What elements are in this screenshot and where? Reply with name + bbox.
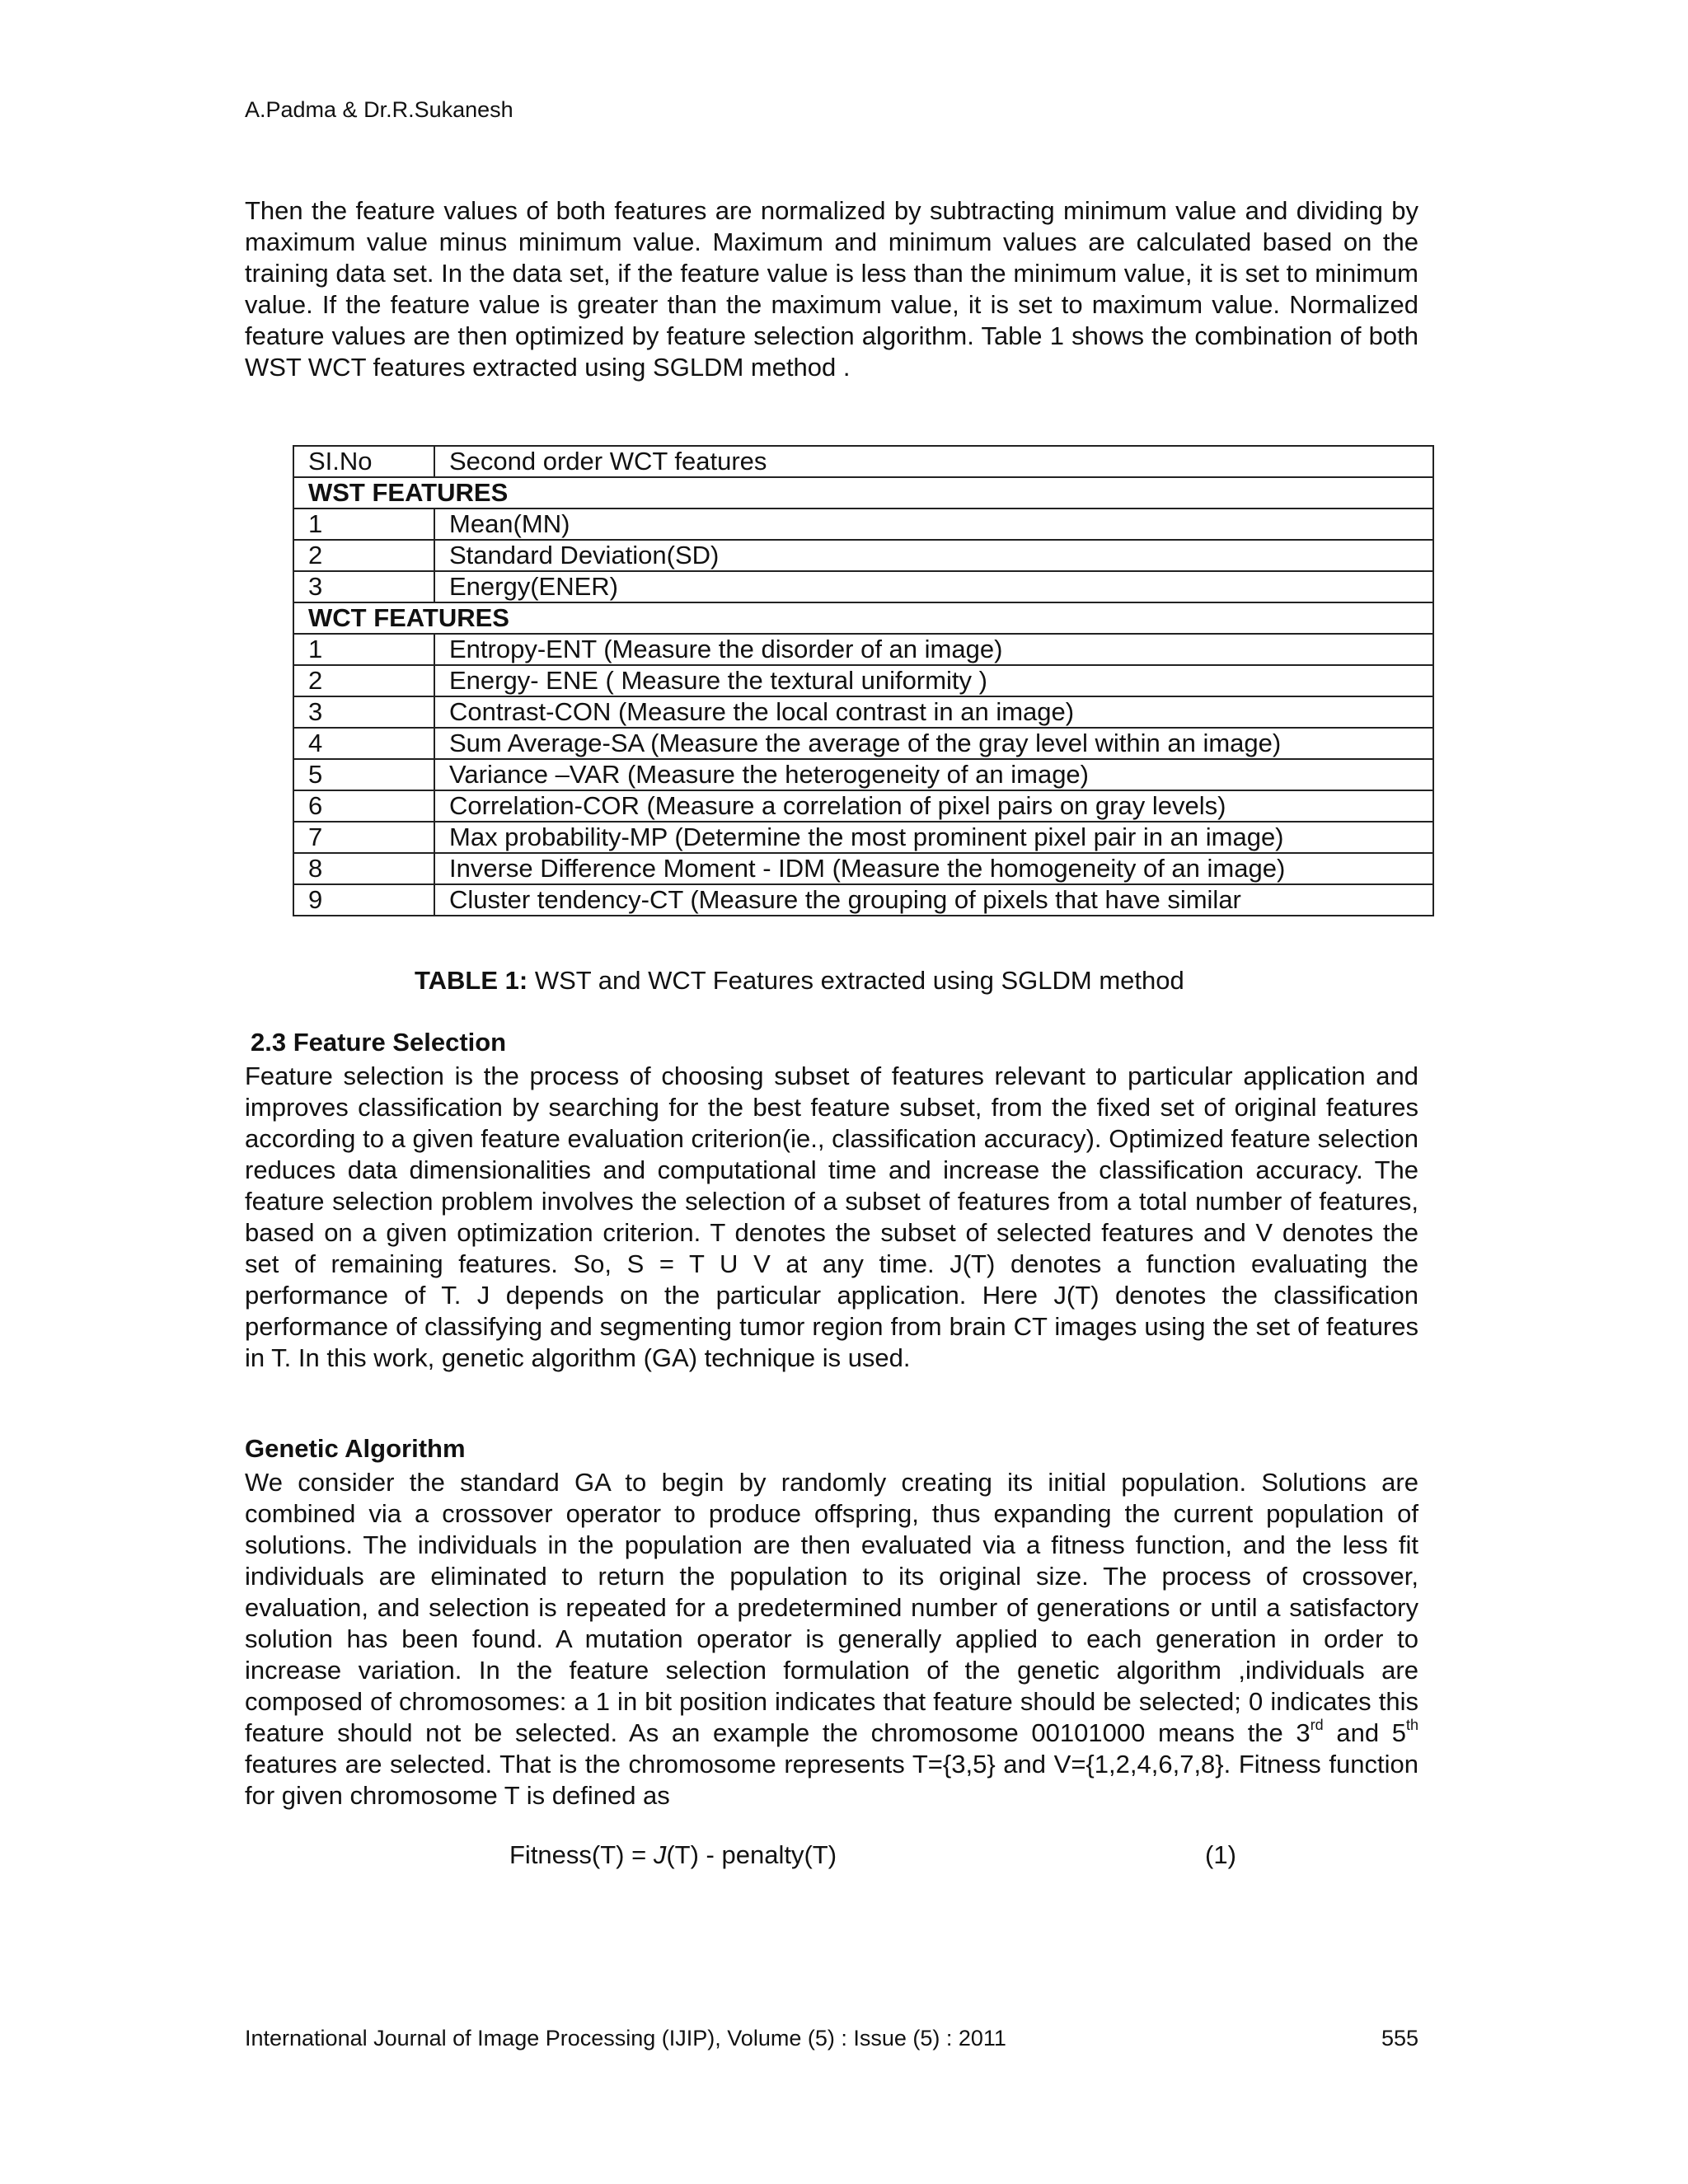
table-row [293,822,1433,853]
equation-j: J [653,1840,667,1869]
equation-number: (1) [1205,1840,1236,1869]
table-header-row [293,446,1433,477]
row-no: 3 [293,571,434,602]
equation-lhs: Fitness(T) = [509,1840,654,1869]
row-no: 4 [293,728,434,759]
intro-paragraph: Then the feature values of both features are normalized by subtracting minimum value and dividing by maximum value minus minimum value. Maximum and minimum values are calculated based on the training data set. In the data set, if the feature value is less than the minimum value, it is set to minimum value. If the feature value is greater than the maximum value, it is set to maximum value. Normalized feature values are then optimized by feature selection algorithm. Table 1 shows the combination of both WST WCT features extracted using SGLDM method . [245,196,1418,382]
footer-journal: International Journal of Image Processing (IJIP), Volume (5) : Issue (5) : 2011 [245,2026,1006,2050]
table-row [293,509,1433,540]
wct-section-title: WCT FEATURES [293,602,1433,634]
row-no: 9 [293,884,434,916]
ga-text-c: features are selected. That is the chromosome represents T={3,5} and V={1,2,4,6,7,8}. Fitness function for given chromosome T is defined as [245,1750,1418,1810]
fitness-equation [509,1840,837,1870]
table-row [293,634,1433,665]
row-no: 7 [293,822,434,853]
table-row [293,884,1433,916]
row-no: 8 [293,853,434,884]
col-header-no: SI.No [293,446,434,477]
page-number: 555 [1381,2026,1418,2050]
row-feature: Entropy-ENT (Measure the disorder of an image) [434,634,1433,665]
row-feature: Sum Average-SA (Measure the average of the gray level within an image) [434,728,1433,759]
row-feature: Inverse Difference Moment - IDM (Measure the homogeneity of an image) [434,853,1433,884]
table-caption-label: TABLE 1: [415,966,528,995]
page-footer [245,2026,1418,2051]
table-row [293,540,1433,571]
wct-section-row [293,602,1433,634]
table-row [293,696,1433,728]
row-feature: Energy- ENE ( Measure the textural uniformity ) [434,665,1433,696]
col-header-feature: Second order WCT features [434,446,1433,477]
row-feature: Standard Deviation(SD) [434,540,1433,571]
equation-rhs: (T) - penalty(T) [666,1840,837,1869]
row-feature: Contrast-CON (Measure the local contrast in an image) [434,696,1433,728]
ga-text-b: and 5 [1323,1718,1406,1747]
row-no: 1 [293,509,434,540]
genetic-algorithm-paragraph [245,1467,1418,1811]
row-feature: Max probability-MP (Determine the most prominent pixel pair in an image) [434,822,1433,853]
row-no: 6 [293,790,434,822]
wst-section-title: WST FEATURES [293,477,1433,509]
row-no: 1 [293,634,434,665]
row-no: 3 [293,696,434,728]
wst-section-row [293,477,1433,509]
ga-sup-th: th [1405,1717,1418,1733]
feature-selection-paragraph: Feature selection is the process of choosing subset of features relevant to particular application and improves classification by searching for the best feature subset, from the fixed set of original features according to a given feature evaluation criterion(ie., classification accuracy). Optimized feature selection reduces data dimensionalities and computational time and increase the classification accuracy. The feature selection problem involves the selection of a subset of features from a total number of features, based on a given optimization criterion. T denotes the subset of selected features and V denotes the set of remaining features. So, S = T U V at any time. J(T) denotes a function evaluating the performance of T. J depends on the particular application. Here J(T) denotes the classification performance of classifying and segmenting tumor region from brain CT images using the set of features in T. In this work, genetic algorithm (GA) technique is used. [245,1062,1418,1372]
row-no: 2 [293,665,434,696]
table-row [293,853,1433,884]
ga-sup-rd: rd [1310,1717,1324,1733]
row-feature: Energy(ENER) [434,571,1433,602]
row-no: 2 [293,540,434,571]
row-feature: Variance –VAR (Measure the heterogeneity of an image) [434,759,1433,790]
table-caption-text: WST and WCT Features extracted using SGLDM method [528,966,1184,995]
row-no: 5 [293,759,434,790]
section-heading-genetic-algorithm: Genetic Algorithm [245,1434,466,1463]
table-caption [415,966,1184,996]
row-feature: Cluster tendency-CT (Measure the grouping of pixels that have similar [434,884,1433,916]
table-row [293,728,1433,759]
row-feature: Correlation-COR (Measure a correlation of pixel pairs on gray levels) [434,790,1433,822]
section-heading-feature-selection: 2.3 Feature Selection [251,1028,507,1057]
features-table [293,445,1434,916]
row-feature: Mean(MN) [434,509,1433,540]
table-row [293,665,1433,696]
table-row [293,790,1433,822]
ga-text-a: We consider the standard GA to begin by randomly creating its initial population. Solutions are combined via a crossover operator to produce offspring, thus expanding the current population of solutions. The individuals in the population are then evaluated via a fitness function, and the less fit individuals are eliminated to return the population to its original size. The process of crossover, evaluation, and selection is repeated for a predetermined number of generations or until a satisfactory solution has been found. A mutation operator is generally applied to each generation in order to increase variation. In the feature selection formulation of the genetic algorithm ,individuals are composed of chromosomes: a 1 in bit position indicates that feature should be selected; 0 indicates this feature should not be selected. As an example the chromosome 00101000 means the 3 [245,1468,1418,1747]
running-header: A.Padma & Dr.R.Sukanesh [245,97,513,122]
table-row [293,571,1433,602]
table-row [293,759,1433,790]
